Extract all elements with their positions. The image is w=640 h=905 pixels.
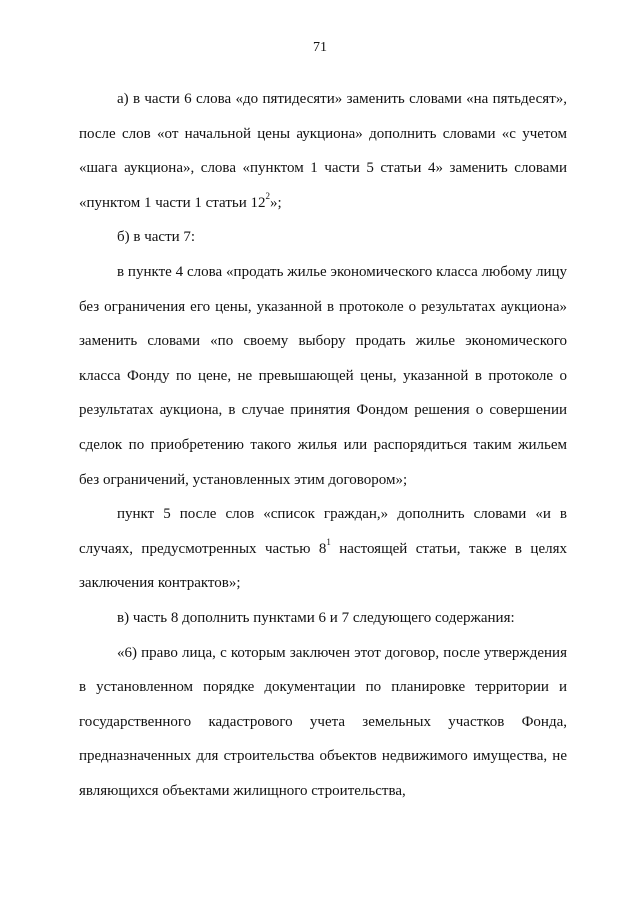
page-number: 71	[313, 40, 327, 55]
paragraph-point-5-text: пункт 5 после слов «список граждан,» дополнить словами «и в случаях, предусмотренных частью 8	[79, 506, 567, 557]
paragraph-point-5-end: настоящей статьи, также в целях заключения контрактов»;	[79, 540, 567, 592]
paragraph-point-5	[79, 497, 567, 601]
document-body	[79, 82, 567, 808]
paragraph-v: в) часть 8 дополнить пунктами 6 и 7 следующего содержания:	[117, 609, 515, 626]
paragraph-a	[79, 82, 567, 220]
paragraph-b: б) в части 7:	[117, 229, 196, 246]
paragraph-point-5-superscript: 1	[326, 536, 331, 547]
paragraph-a-end: »;	[270, 194, 282, 211]
paragraph-a-superscript: 2	[265, 190, 270, 201]
paragraph-a-text: а) в части 6 слова «до пятидесяти» заменить словами «на пятьдесят», после слов «от начальной цены аукциона» дополнить словами «с учетом «шага аукциона», слова «пунктом 1 части 5 статьи 4» заменить словами «пунктом 1 части 1 статьи 12	[79, 91, 567, 211]
paragraph-point-6: «6) право лица, с которым заключен этот договор, после утверждения в установленном порядке документации по планировке территории и государственного кадастрового учета земельных участков Фонда, предназначенных для строительства объектов недвижимого имущества, не являющихся объектами жилищного строительства,	[79, 644, 567, 799]
paragraph-point-4: в пункте 4 слова «продать жилье экономического класса любому лицу без ограничения его цены, указанной в протоколе о результатах аукциона» заменить словами «по своему выбору продать жилье экономического класса Фонду по цене, не превышающей цены, указанной в протоколе о результатах аукциона, в случае принятия Фондом решения о совершении сделок по приобретению такого жилья или распорядиться таким жильем без ограничений, установленных этим договором»;	[79, 263, 567, 488]
